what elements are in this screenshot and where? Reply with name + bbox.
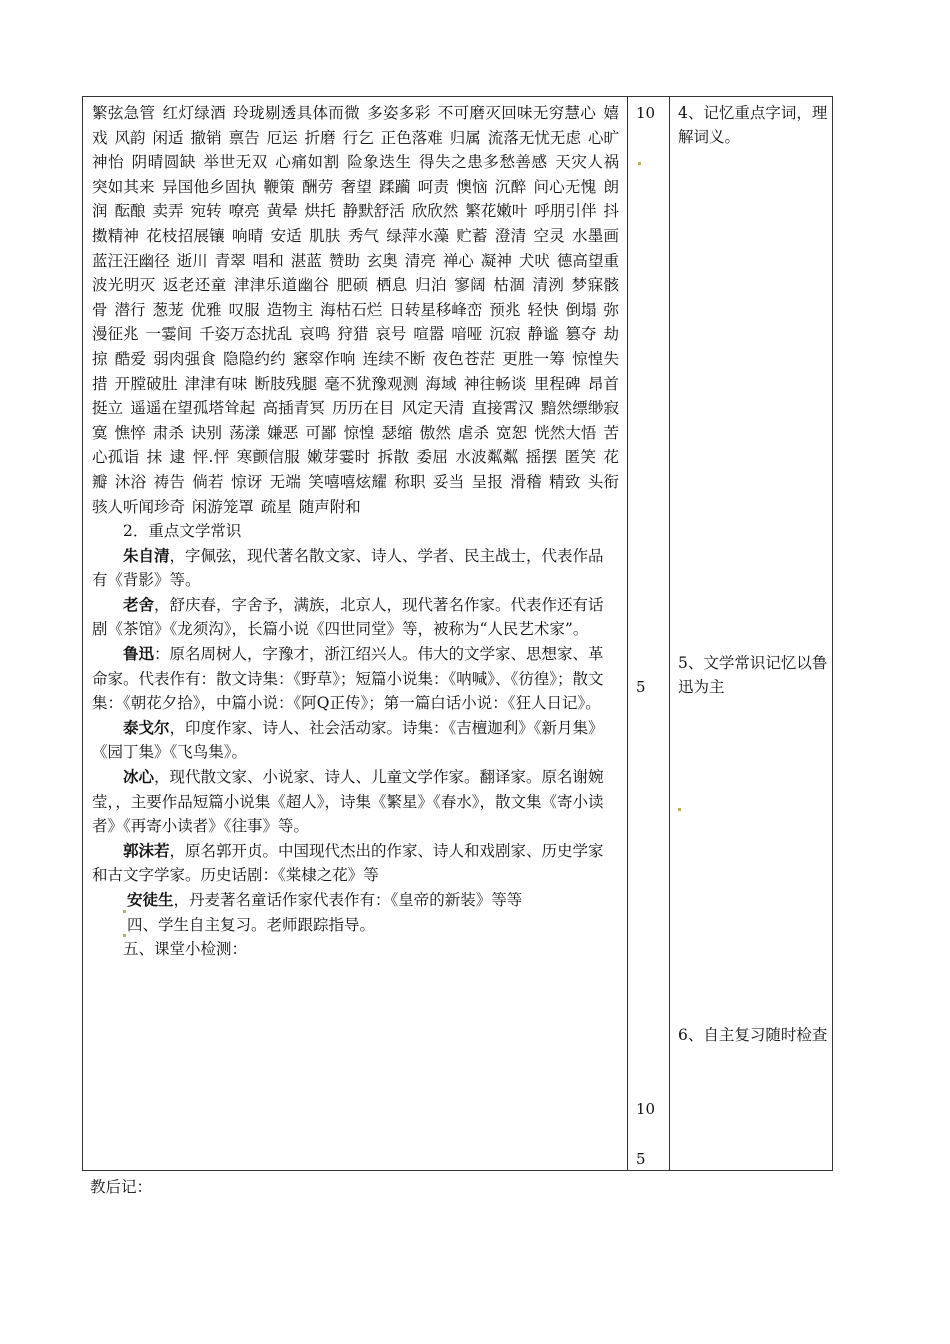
author-lu-xun [92, 642, 619, 716]
marker-dot [678, 808, 681, 811]
vocabulary-list: 繁弦急管 红灯绿酒 玲珑剔透具体而微 多姿多彩 不可磨灭回味无穷慧心 嬉戏 风韵 闲适 撤销 禀告 厄运 折磨 行乞 正色落难 归属 流落无忧无虑 心旷神怡 阴晴圆缺 举世无双 心痛如割 险象迭生 得失之患多愁善感 天灾人祸 突如其来 异国他乡固执 鞭策 酬劳 奢望 蹂躏 呵责 懊恼 沉醉 问心无愧 朗润 酝酿 卖弄 宛转 嘹亮 黄晕 烘托 静默舒活 欣欣然 繁花嫩叶 呼朋引伴 抖擞精神 花枝招展镶 响晴 安适 肌肤 秀气 绿萍水藻 贮蓄 澄清 空灵 水墨画 蓝汪汪幽径 逝川 青翠 唱和 湛蓝 赞助 玄奥 清亮 禅心 凝神 犬吠 德高望重 波光明灭 返老还童 津津乐道幽谷 肥硕 栖息 归泊 寥阔 枯涸 清洌 梦寐骸骨 潜行 葱茏 优雅 叹服 造物主 海枯石烂 日转星移峰峦 预兆 轻快 倒塌 弥漫征兆 一霎间 千姿万态扰乱 哀鸣 狩猎 哀号 喧嚣 喑哑 沉寂 静谧 篡夺 劫掠 酷爱 弱肉强食 隐隐约约 窸窣作响 连续不断 夜色苍茫 更胜一筹 惊惶失措 开膛破肚 津津有味 断肢残腿 毫不犹豫观测 海域 神往畅谈 里程碑 昂首挺立 遥遥在望孤塔耸起 高插青冥 历历在目 风定天清 直接霄汉 黯然缥缈寂寞 憔悴 肃杀 诀别 荡漾 嫌恶 可鄙 惊惶 瑟缩 傲然 虐杀 宽恕 恍然大悟 苦心孤诣 抹 逮 怦.怦 寒颤信服 嫩芽霎时 拆散 委屈 水波粼粼 摇摆 匿笑 花瓣 沐浴 祷告 倘若 惊讶 无端 笑嘻嘻炫耀 称职 妥当 呈报 滑稽 精致 头衔 骇人听闻珍奇 闲游笼罩 疏星 随声附和 [92, 104, 619, 516]
note-item: 6、自主复习随时检查 [678, 1026, 828, 1044]
author-andersen [92, 888, 619, 913]
teaching-reflection-label: 教后记： [90, 1178, 153, 1196]
author-tagore [92, 716, 619, 765]
notes-cell [670, 97, 833, 1171]
author-desc: ：原名周树人，字豫才，浙江绍兴人。伟大的文学家、思想家、革命家。代表作有：散文诗集：《野草》；短篇小说集：《呐喊》、《彷徨》；散文集：《朝花夕拾》，中篇小说：《阿Q正传》；第一篇白话小说：《狂人日记》。 [92, 645, 604, 713]
author-lao-she [92, 593, 619, 642]
section-2-heading: 2．重点文学常识 [123, 522, 242, 541]
lesson-plan-table [82, 96, 833, 1171]
marker-dot [638, 162, 641, 165]
author-name: 泰戈尔 [123, 717, 170, 737]
author-desc: ，丹麦著名童话作家代表作有：《皇帝的新装》等等 [173, 891, 523, 909]
time-cell [628, 97, 670, 1171]
time-value: 5 [636, 678, 646, 696]
author-zhu-ziqing [92, 544, 619, 593]
author-name: 老舍 [123, 594, 155, 614]
section-4: 四、学生自主复习。老师跟踪指导。 [92, 913, 619, 938]
section-5: 五、课堂小检测： [123, 940, 248, 959]
time-value: 10 [636, 1100, 656, 1118]
author-desc: ，字佩弦，现代著名散文家、诗人、学者、民主战士，代表作品有《背影》等。 [92, 546, 604, 590]
note-item: 5、文学常识记忆以鲁迅为主 [678, 654, 828, 696]
author-desc: ，原名郭开贞。中国现代杰出的作家、诗人和戏剧家、历史学家和古文字学家。历史话剧：《棠棣之花》等 [92, 841, 604, 885]
author-name: 鲁迅 [123, 644, 155, 664]
time-value: 5 [636, 1150, 646, 1168]
author-name: 朱自清 [123, 545, 170, 565]
author-desc: ，舒庆春，字舍予，满族，北京人，现代著名作家。代表作还有话剧《茶馆》《龙须沟》，长篇小说《四世同堂》等，被称为“人民艺术家”。 [92, 595, 604, 639]
author-guo-moruo [92, 839, 619, 888]
author-desc: ，现代散文家、小说家、诗人、儿童文学作家。翻译家。原名谢婉莹，，主要作品短篇小说集《超人》，诗集《繁星》《春水》，散文集《寄小读者》《再寄小读者》《往事》等。 [92, 768, 604, 836]
content-cell [83, 97, 628, 1171]
author-name: 郭沫若 [123, 840, 170, 860]
author-name: 冰心 [123, 767, 155, 787]
time-value: 10 [636, 104, 656, 122]
note-item: 4、记忆重点字词，理解词义。 [678, 104, 828, 146]
author-name: 安徒生 [127, 890, 174, 909]
author-desc: ，印度作家、诗人、社会活动家。诗集：《吉檀迦利》《新月集》《园丁集》《飞鸟集》。 [92, 718, 604, 762]
author-bing-xin [92, 765, 619, 839]
